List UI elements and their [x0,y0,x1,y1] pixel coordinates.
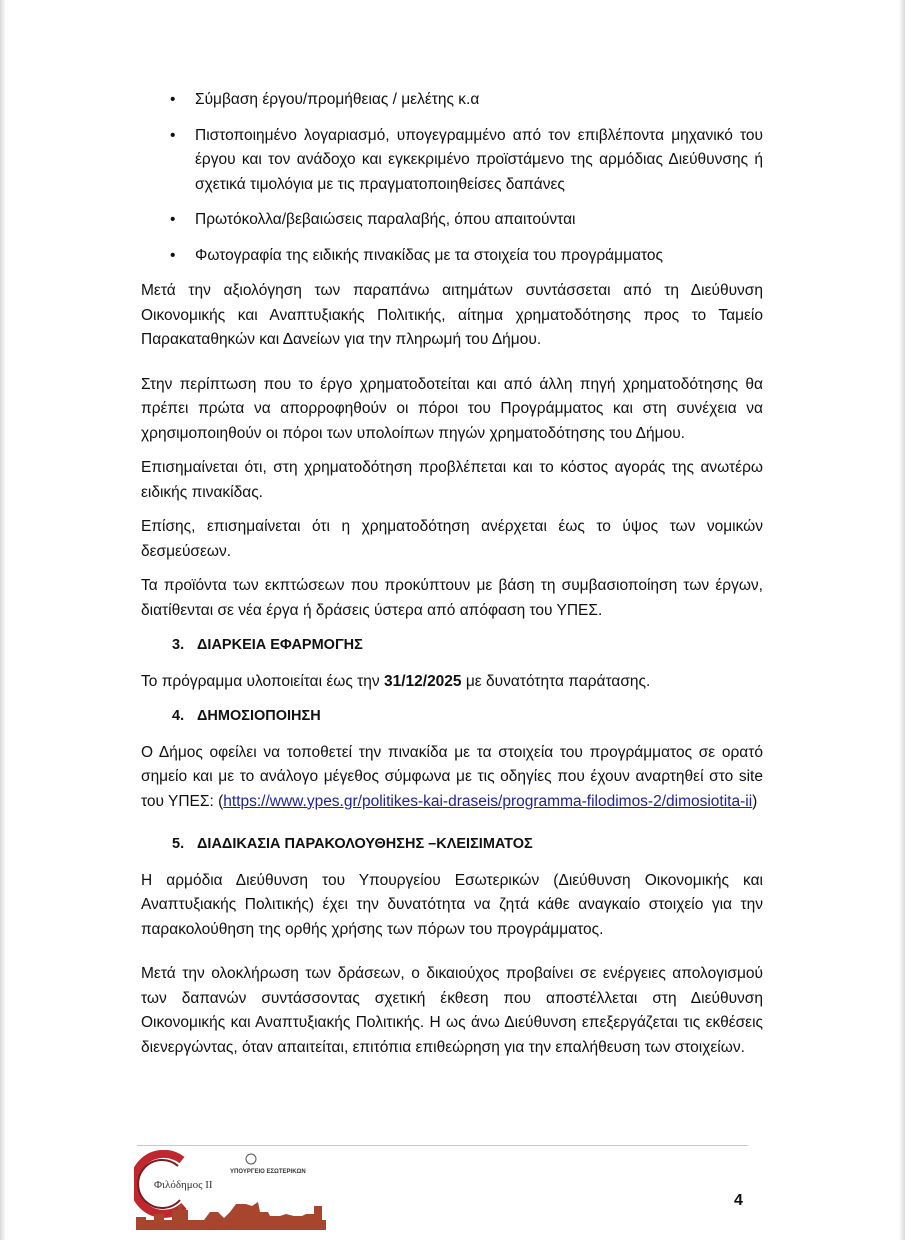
document-body [141,88,763,1070]
bullet-icon: • [170,91,176,108]
list-item: • Πρωτόκολλα/βεβαιώσεις παραλαβής, όπου απαιτούνται [141,208,763,233]
section-heading: 3. ΔΙΑΡΚΕΙΑ ΕΦΑΡΜΟΓΗΣ [172,637,363,653]
footer-divider [137,1145,748,1146]
page-number: 4 [734,1192,743,1209]
paragraph: Επίσης, επισημαίνεται ότι η χρηματοδότηση ανέρχεται έως το ύψος των νομικών δεσμεύσεων. [141,518,763,560]
filodimos-logo [134,1150,334,1230]
deadline-date: 31/12/2025 [383,672,462,690]
requirements-list [141,88,763,268]
paragraph: Στην περίπτωση που το έργο χρηματοδοτείται και από άλλη πηγή χρηματοδότησης θα πρέπει πρώτα να απορροφηθούν οι πόροι του Προγράμματος και στη συνέχεια να χρησιμοποιηθούν οι πόροι των υπολοίπων πηγών χρηματοδότησης του Δήμου. [141,375,763,442]
list-item: • Σύμβαση έργου/προμήθειας / μελέτης κ.α [141,88,763,113]
ministry-label: ΥΠΟΥΡΓΕΙΟ ΕΣΩΤΕΡΙΚΩΝ [230,1169,306,1175]
list-item: • Φωτογραφία της ειδικής πινακίδας με τα στοιχεία του προγράμματος [141,244,763,269]
ypes-link[interactable]: https://www.ypes.gr/politikes-kai-draseis/programma-filodimos-2/dimosiotita-ii [223,792,753,810]
logo-graphic [134,1150,334,1230]
paragraph: Μετά την ολοκλήρωση των δράσεων, ο δικαιούχος προβαίνει σε ενέργειες απολογισμού των δαπανών συντάσσοντας σχετική έκθεση που αποστέλλεται στη Διεύθυνση Οικονομικής και Αναπτυξιακής Πολιτικής. Η ως άνω Διεύθυνση επεξεργάζεται τις εκθέσεις διενεργώντας, όταν απαιτείται, επιτόπια επιθεώρηση για την επαλήθευση των στοιχείων. [141,965,763,1056]
section-heading: 4. ΔΗΜΟΣΙΟΠΟΙΗΣΗ [172,708,321,724]
logo-text: Φιλόδημος ΙΙ [154,1179,213,1191]
paragraph: Μετά την αξιολόγηση των παραπάνω αιτημάτων συντάσσεται από τη Διεύθυνση Οικονομικής και Αναπτυξιακής Πολιτικής, αίτημα χρηματοδότησης προς το Ταμείο Παρακαταθηκών και Δανείων για την πληρωμή του Δήμου. [141,282,763,348]
page-edge-left [0,0,6,1240]
page-edge-right [899,0,905,1240]
paragraph: Το πρόγραμμα υλοποιείται έως την 31/12/2025 με δυνατότητα παράτασης. [141,672,651,690]
bullet-icon: • [170,211,176,228]
greek-emblem-icon [246,1154,256,1164]
bullet-icon: • [170,246,176,264]
paragraph: Η αρμόδια Διεύθυνση του Υπουργείου Εσωτερικών (Διεύθυνση Οικονομικής και Αναπτυξιακής Πολιτικής) έχει την δυνατότητα να ζητά κάθε αναγκαίο στοιχείο για την παρακολούθηση της ορθής χρήσης των πόρων του προγράμματος. [141,871,763,938]
paragraph: Επισημαίνεται ότι, στη χρηματοδότηση προβλέπεται και το κόστος αγοράς της ανωτέρω ειδικής πινακίδας. [141,459,763,501]
list-item: • Πιστοποιημένο λογαριασμό, υπογεγραμμένο από τον επιβλέποντα μηχανικό του έργου και τον ανάδοχο και εγκεκριμένο προϊστάμενο της αρμόδιας Διεύθυνσης ή σχετικά τιμολόγια με τις πραγματοποιηθείσες δαπάνες [141,124,763,198]
bullet-icon: • [170,126,176,144]
paragraph: Τα προϊόντα των εκπτώσεων που προκύπτουν με βάση τη συμβασιοποίηση των έργων, διατίθενται σε νέα έργα ή δράσεις ύστερα από απόφαση του ΥΠΕΣ. [141,577,763,619]
section-heading: 5. ΔΙΑΔΙΚΑΣΙΑ ΠΑΡΑΚΟΛΟΥΘΗΣΗΣ –ΚΛΕΙΣΙΜΑΤΟΣ [172,836,533,852]
paragraph: Ο Δήμος οφείλει να τοποθετεί την πινακίδα με τα στοιχεία του προγράμματος σε ορατό σημείο και με το ανάλογο μέγεθος σύμφωνα με τις οδηγίες που έχουν αναρτηθεί στο site του ΥΠΕΣ: (https://www.ypes.gr/politikes-kai-draseis/programma-filodimos-2/dimosiotita-ii) [141,743,763,810]
